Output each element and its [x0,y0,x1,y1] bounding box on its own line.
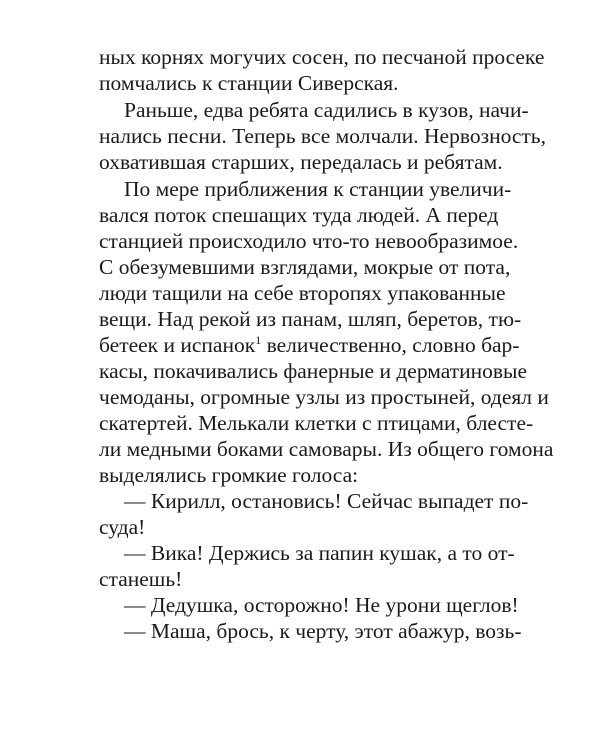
text-line: суда! [99,515,146,539]
text-line: охватившая старших, передалась и ребятам. [99,150,503,174]
text-line: станцией происходило что-то невообразимое. [99,229,519,253]
text-line: вался поток спешащих туда людей. А перед [99,203,499,227]
text-line: — Маша, брось, к черту, этот абажур, возь- [124,619,522,643]
text-line: станешь! [99,567,183,591]
text-line: касы, покачивались фанерные и дерматиновые [99,359,528,383]
text-line: нались песни. Теперь все молчали. Нервозность, [99,124,546,148]
text-line: — Кирилл, остановись! Сейчас выпадет по- [124,489,529,513]
text-line: помчались к станции Сиверская. [99,71,399,95]
text-line: Раньше, едва ребята садились в кузов, начи- [124,98,529,122]
footnote-marker: 1 [255,332,262,347]
text-line: выделялись громкие голоса: [99,463,359,487]
text-fragment: бетеек и испанок [99,333,256,357]
text-line: чемоданы, огромные узлы из простыней, одеял и [99,385,549,409]
text-line: ли медными боками самовары. Из общего гомона [99,437,554,461]
text-line: люди тащили на себе второпях упакованные [99,281,506,305]
text-line: ных корнях могучих сосен, по песчаной просеке [99,45,545,69]
text-fragment: величественно, словно бар- [261,333,520,357]
text-line: — Вика! Держись за папин кушак, а то от- [124,541,515,565]
text-line [99,332,519,358]
text-line: — Дедушка, осторожно! Не урони щеглов! [124,593,519,617]
text-line: По мере приближения к станции увеличи- [124,177,512,201]
text-line: С обезумевшими взглядами, мокрые от пота, [99,255,511,279]
text-line: скатертей. Мелькали клетки с птицами, блесте- [99,411,534,435]
text-line: вещи. Над рекой из панам, шляп, беретов, тю- [99,307,522,331]
